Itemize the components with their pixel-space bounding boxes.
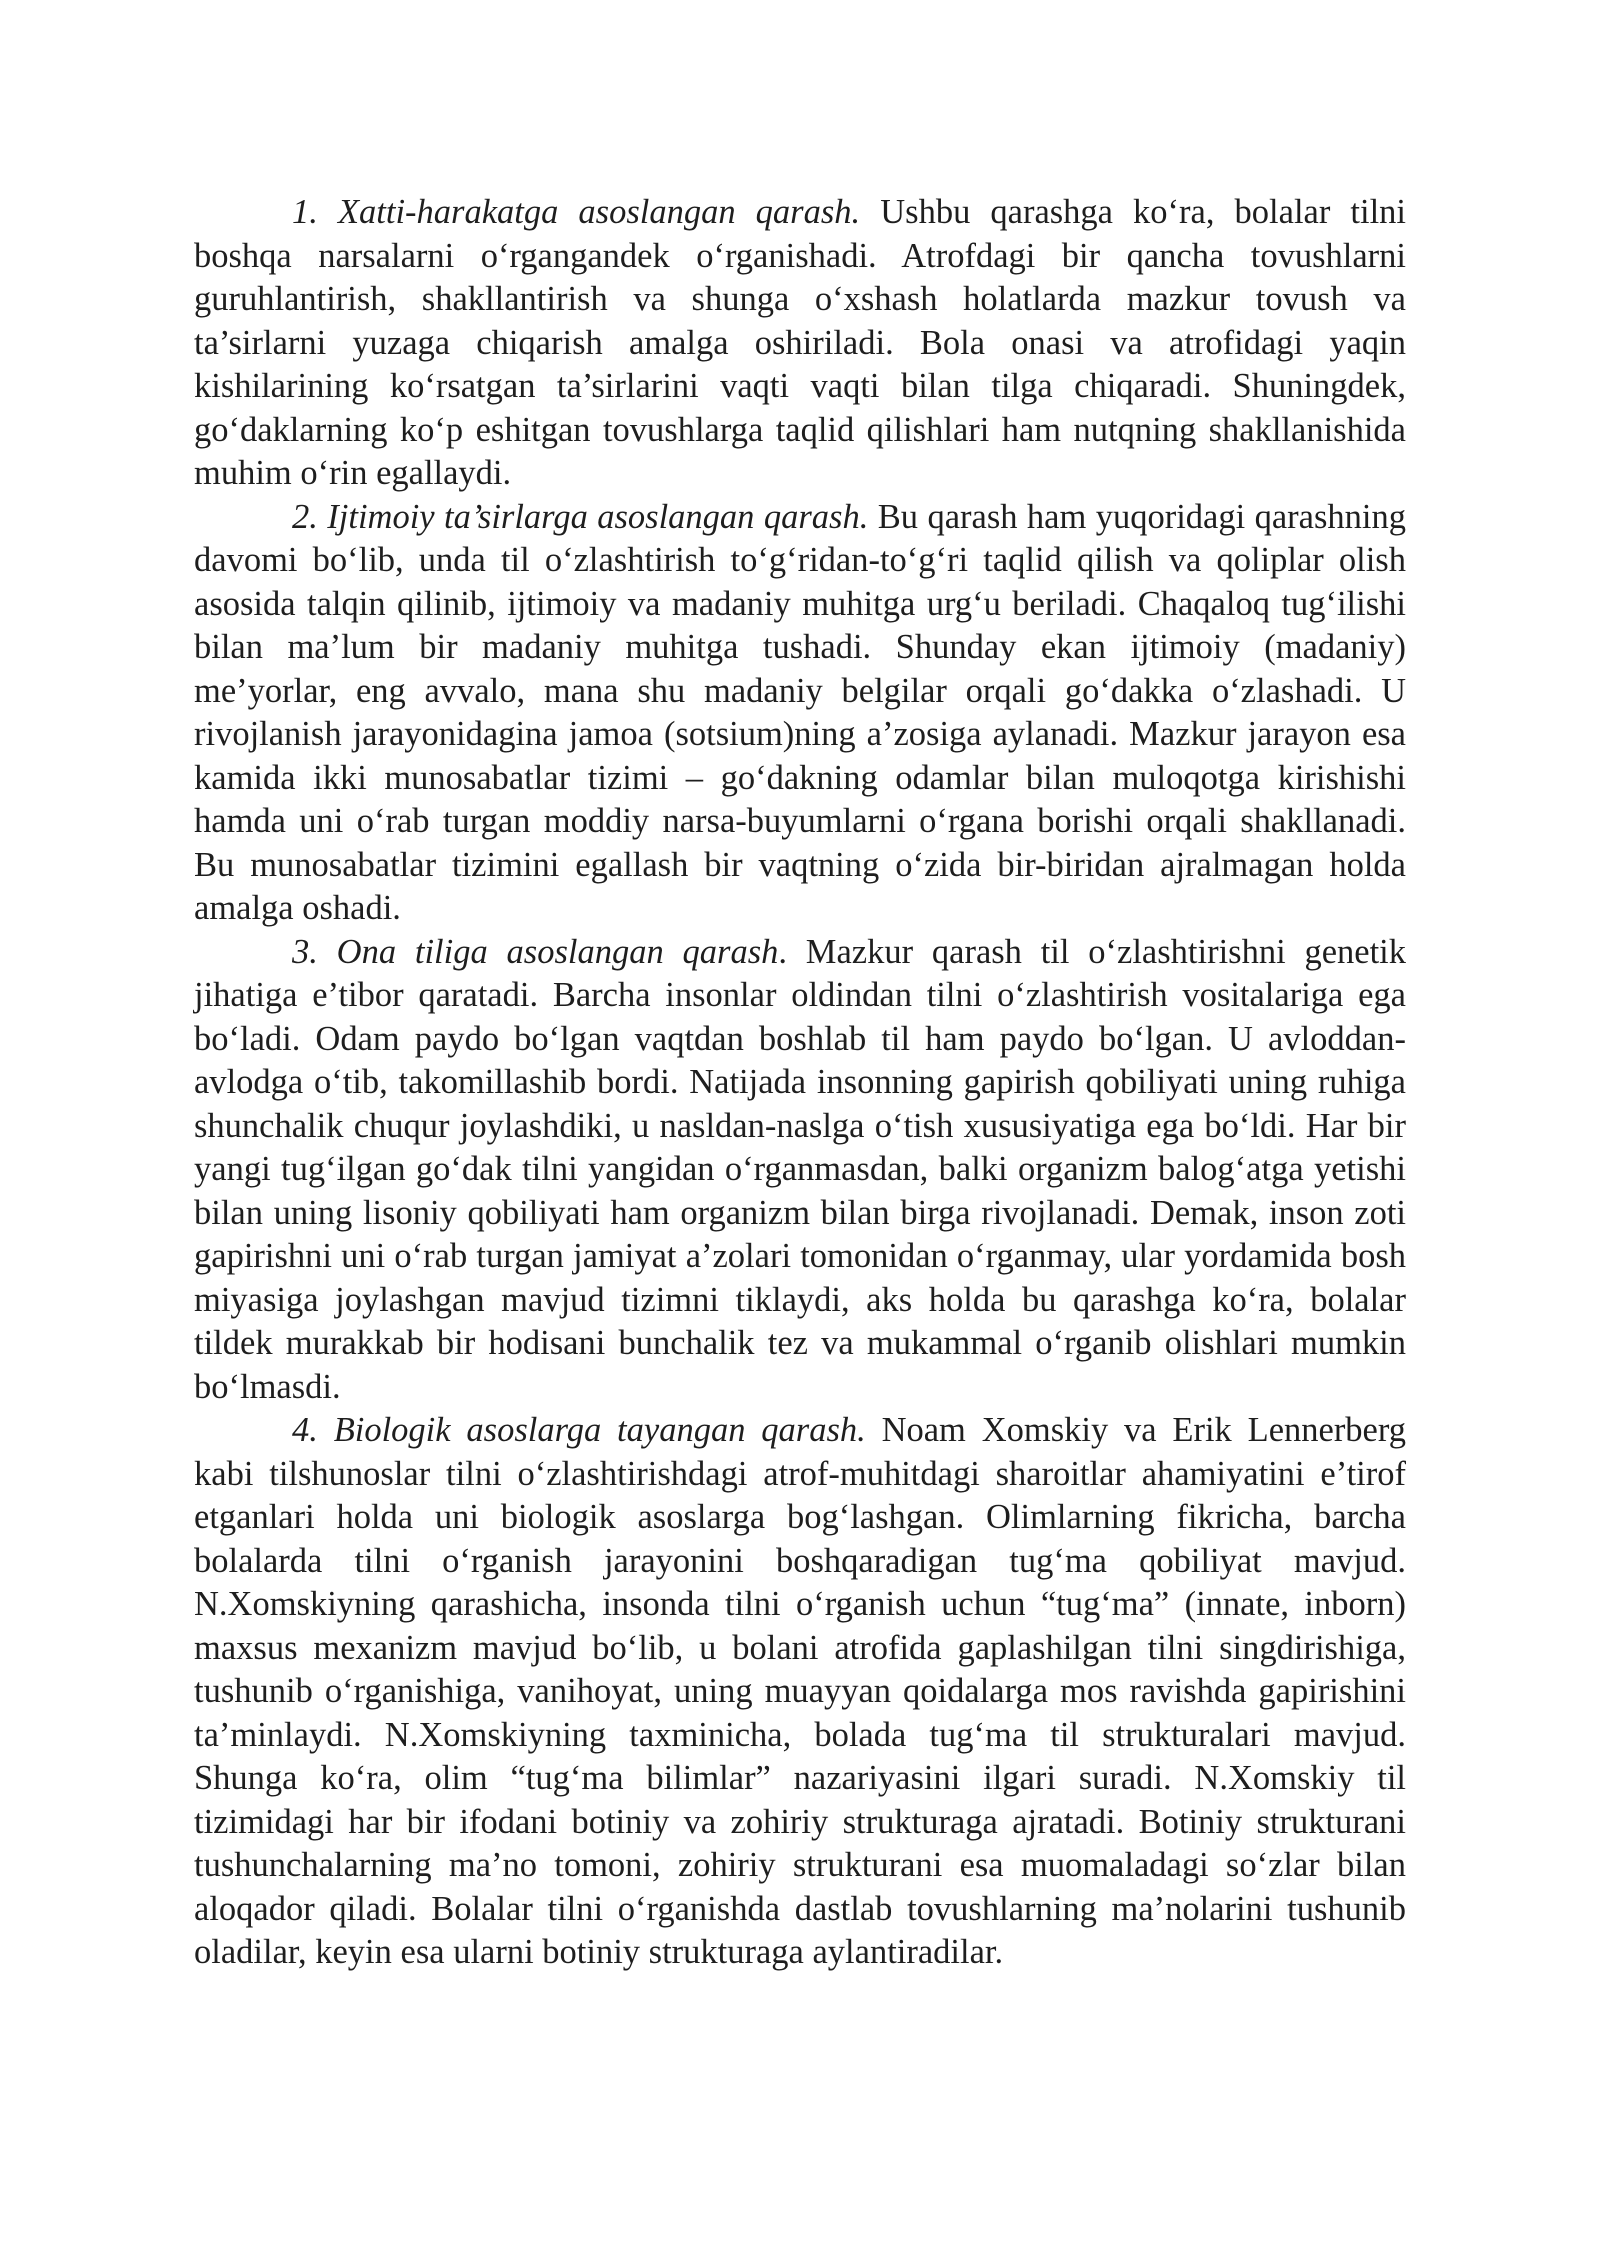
paragraph-native-language-view xyxy=(194,931,1406,1410)
paragraph-biological-view xyxy=(194,1409,1406,1975)
paragraph-heading: 3. Ona tiliga asoslangan qarash xyxy=(292,932,779,971)
paragraph-social-view xyxy=(194,496,1406,931)
paragraph-body: Ushbu qarashga ko‘ra, bolalar tilni boshqa narsalarni o‘rgangandek o‘rganishadi. Atrofdagi bir qancha tovushlarni guruhlantirish, shakllantirish va shunga o‘xshash holatlarda mazkur tovush va ta’sirlarni yuzaga chiqarish amalga oshiriladi. Bola onasi va atrofidagi yaqin kishilarining ko‘rsatgan ta’sirlarini vaqti vaqti bilan tilga chiqaradi. Shuningdek, go‘daklarning ko‘p eshitgan tovushlarga taqlid qilishlari ham nutqning shakllanishida muhim o‘rin egallaydi. xyxy=(194,193,1406,492)
paragraph-body: . Mazkur qarash til o‘zlashtirishni genetik jihatiga e’tibor qaratadi. Barcha insonlar oldindan tilni o‘zlashtirish vositalariga ega bo‘ladi. Odam paydo bo‘lgan vaqtdan boshlab til ham paydo bo‘lgan. U avloddan-avlodga o‘tib, takomillashib bordi. Natijada insonning gapirish qobiliyati uning ruhiga shunchalik chuqur joylashdiki, u nasldan-naslga o‘tish xususiyatiga ega bo‘ldi. Har bir yangi tug‘ilgan go‘dak tilni yangidan o‘rganmasdan, balki organizm balog‘atga yetishi bilan uning lisoniy qobiliyati ham organizm bilan birga rivojlanadi. Demak, inson zoti gapirishni uni o‘rab turgan jamiyat a’zolari tomonidan o‘rganmay, ular yordamida bosh miyasiga joylashgan mavjud tizimni tiklaydi, aks holda bu qarashga ko‘ra, bolalar tildek murakkab bir hodisani bunchalik tez va mukammal o‘rganib olishlari mumkin bo‘lmasdi. xyxy=(194,932,1407,1406)
paragraph-body: Noam Xomskiy va Erik Lennerberg kabi tilshunoslar tilni o‘zlashtirishdagi atrof-muhitdagi sharoitlar ahamiyatini e’tirof etganlari holda uni biologik asoslarga bog‘lashgan. Olimlarning fikricha, barcha bolalarda tilni o‘rganish jarayonini boshqaradigan tug‘ma qobiliyat mavjud. N.Xomskiyning qarashicha, insonda tilni o‘rganish uchun “tug‘ma” (innate, inborn) maxsus mexanizm mavjud bo‘lib, u bolani atrofida gaplashilgan tilni singdirishiga, tushunib o‘rganishiga, vanihoyat, uning muayyan qoidalarga mos ravishda gapirishini ta’minlaydi. N.Xomskiyning taxminicha, bolada tug‘ma til strukturalari mavjud. Shunga ko‘ra, olim “tug‘ma bilimlar” nazariyasini ilgari suradi. N.Xomskiy til tizimidagi har bir ifodani botiniy va zohiriy strukturaga ajratadi. Botiniy strukturani tushunchalarning ma’no tomoni, zohiriy strukturani esa muomaladagi so‘zlar bilan aloqador qiladi. Bolalar tilni o‘rganishda dastlab tovushlarning ma’nolarini tushunib oladilar, keyin esa ularni botiniy strukturaga aylantiradilar. xyxy=(194,1411,1406,1971)
paragraph-heading: 2. Ijtimoiy ta’sirlarga asoslangan qarash. xyxy=(292,497,869,536)
paragraph-heading: 1. Xatti-harakatga asoslangan qarash. xyxy=(292,193,861,231)
document-page xyxy=(194,191,1406,1975)
paragraph-body: Bu qarash ham yuqoridagi qarashning davomi bo‘lib, unda til o‘zlashtirish to‘g‘ridan-to‘g‘ri taqlid qilish va qoliplar olish asosida talqin qilinib, ijtimoiy va madaniy muhitga urg‘u beriladi. Chaqaloq tug‘ilishi bilan ma’lum bir madaniy muhitga tushadi. Shunday ekan ijtimoiy (madaniy) me’yorlar, eng avvalo, mana shu madaniy belgilar orqali go‘dakka o‘zlashadi. U rivojlanish jarayonidagina jamoa (sotsium)ning a’zosiga aylanadi. Mazkur jarayon esa kamida ikki munosabatlar tizimi – go‘dakning odamlar bilan muloqotga kirishishi hamda uni o‘rab turgan moddiy narsa-buyumlarni o‘rgana borishi orqali shakllanadi. Bu munosabatlar tizimini egallash bir vaqtning o‘zida bir-biridan ajralmagan holda amalga oshadi. xyxy=(194,497,1406,927)
paragraph-heading: 4. Biologik asoslarga tayangan qarash. xyxy=(292,1411,866,1449)
paragraph-behaviorist-view xyxy=(194,191,1406,496)
